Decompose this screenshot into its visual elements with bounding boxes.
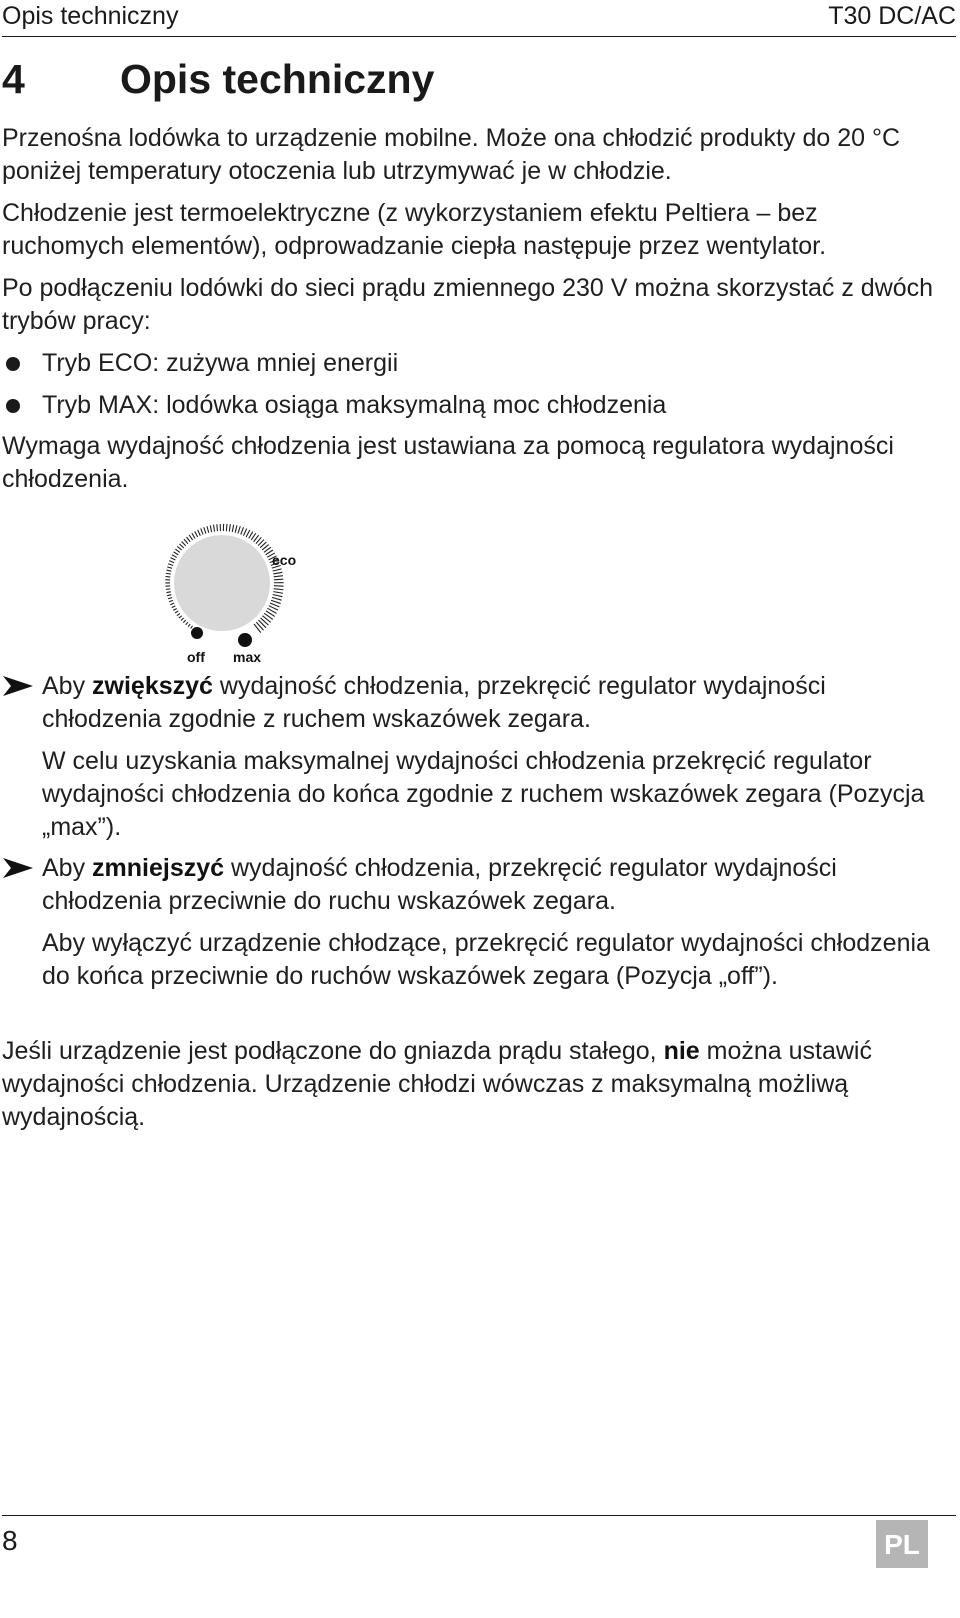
dial-tick (273, 569, 282, 571)
dial-tick (186, 537, 190, 542)
note-max-position: W celu uzyskania maksymalnej wydajności chłodzenia przekręcić regulator wydajności chłodzenia do końca zgodnie z ruchem wskazówek zegara (Pozycja „max”). (42, 747, 925, 841)
dial-tick (246, 530, 250, 537)
dial-tick (175, 611, 178, 613)
paragraph-regulator: Wymaga wydajność chłodzenia jest ustawiana za pomocą regulatora wydajności chłodzenia. (2, 432, 894, 493)
instruction-increase (2, 670, 937, 740)
dial-tick (173, 608, 176, 610)
dial-tick (210, 525, 211, 532)
dial-tick (182, 541, 186, 545)
dial-tick (177, 546, 181, 550)
dial-tick (184, 539, 188, 544)
dial-tick (232, 525, 233, 532)
list-item-eco (2, 347, 937, 380)
instruction-text-part: wydajność chłodzenia, przekręcić regulator wydajności chłodzenia przeciwnie do ruchu wskazówek zegara. (42, 854, 837, 915)
dial-tick (204, 527, 206, 533)
instruction-text (42, 852, 937, 918)
closing-text-part: Jeśli urządzenie jest podłączone do gniazda prądu stałego, (2, 1037, 664, 1065)
chapter-heading (2, 54, 434, 104)
chapter-number: 4 (2, 56, 25, 102)
dial-tick (177, 613, 180, 615)
dial-tick (166, 573, 171, 574)
dial-tick (274, 589, 284, 590)
dial-tick (274, 576, 283, 577)
dial-tick (243, 529, 246, 536)
dial-tick (183, 620, 185, 622)
dial-tick (217, 524, 218, 531)
dial-tick (181, 618, 184, 620)
paragraph-modes: Po podłączeniu lodówki do sieci prądu zmiennego 230 V można skorzystać z dwóch trybów pracy: (2, 274, 934, 335)
instruction-arrow-icon (2, 674, 34, 698)
dial-tick (192, 533, 195, 538)
page-number: 8 (2, 1525, 18, 1556)
list-item-text: Tryb ECO: zużywa mniej energii (42, 349, 399, 377)
dial-tick (167, 567, 172, 568)
paragraph-dc-note (2, 1035, 937, 1134)
instruction-text-part: Aby (42, 672, 93, 700)
instruction-text-part: wydajność chłodzenia, przekręcić regulator wydajności chłodzenia zgodnie z ruchem wskazówek zegara. (42, 672, 826, 733)
paragraph-cooling: Chłodzenie jest termoelektryczne (z wykorzystaniem efektu Peltiera – bez ruchomych elementów), odprowadzanie ciepła następuje przez wentylator. (2, 199, 827, 260)
section-name: Opis techniczny (2, 2, 179, 30)
instruction-emphasis: zmniejszyć (92, 854, 225, 882)
instruction-text-part: Aby (42, 854, 93, 882)
dial-tick (191, 626, 193, 629)
paragraph-intro: Przenośna lodówka to urządzenie mobilne. Może ona chłodzić produkty do 20 °C poniżej temperatury otoczenia lub utrzymywać je w chłodzie. (2, 124, 901, 185)
dial-tick (186, 622, 188, 625)
dial-tick (179, 616, 182, 618)
closing-emphasis: nie (663, 1037, 700, 1065)
dial-tick (172, 555, 177, 558)
dial-tick (229, 524, 230, 531)
instruction-decrease (2, 852, 937, 922)
dial-tick (273, 592, 283, 594)
dial-tick (167, 595, 171, 596)
dial-tick (175, 549, 180, 552)
dial-tick (195, 531, 198, 537)
dial-tick (207, 526, 209, 533)
dial-tick (179, 544, 183, 548)
bullet-icon (6, 357, 20, 371)
dial-tick (174, 552, 179, 555)
footer-divider (2, 1515, 956, 1516)
dial-tick (271, 600, 281, 603)
off-position-dot (191, 627, 203, 639)
max-position-dot (238, 633, 252, 647)
chapter-title: Opis techniczny (120, 56, 435, 102)
dial-tick (166, 576, 171, 577)
dial-tick (249, 532, 253, 539)
dial-label-eco: eco (272, 552, 297, 568)
dial-tick (226, 524, 227, 531)
instruction-arrow-icon (2, 856, 34, 880)
note-off-position: Aby wyłączyć urządzenie chłodzące, przekręcić regulator wydajności chłodzenia do końca przeciwnie do ruchów wskazówek zegara (Pozycja „off”). (42, 929, 930, 990)
instruction-text (42, 670, 937, 736)
closing-text-part: można ustawić wydajności chłodzenia. Urządzenie chłodzi wówczas z maksymalną możliwą wydajnością. (2, 1037, 872, 1131)
dial-tick (270, 603, 279, 607)
dial-tick (168, 598, 172, 599)
dial-tick (273, 595, 283, 597)
dial-label-off: off (187, 649, 205, 665)
bullet-icon (6, 399, 20, 413)
dial-tick (274, 579, 283, 580)
dial-tick (274, 586, 284, 587)
dial-tick (169, 561, 174, 563)
dial-tick (188, 624, 190, 627)
dial-tick (201, 528, 203, 534)
running-header (2, 0, 956, 37)
model-name: T30 DC/AC (828, 2, 956, 30)
dial-tick (166, 592, 170, 593)
dial-tick (214, 525, 215, 532)
dial-tick (189, 535, 193, 540)
dial-tick (171, 558, 176, 560)
dial-tick (273, 572, 282, 574)
dial-tick (235, 525, 237, 532)
dial-tick (172, 606, 176, 608)
dial-tick (166, 589, 170, 590)
dial-tick (168, 564, 173, 566)
dial-knob (174, 535, 270, 631)
instruction-emphasis: zwiększyć (92, 672, 213, 700)
language-badge: PL (876, 1520, 928, 1568)
dial-tick (238, 526, 240, 533)
list-item-max (2, 389, 937, 422)
dial-tick (170, 603, 174, 605)
dial-tick (241, 527, 244, 534)
list-item-text: Tryb MAX: lodówka osiąga maksymalną moc chłodzenia (42, 391, 667, 419)
dial-label-max: max (233, 649, 262, 665)
dial-tick (166, 570, 171, 571)
dial-tick (198, 530, 201, 536)
dial-tick (272, 597, 282, 600)
dial-tick (169, 600, 173, 601)
cooling-regulator-dial (150, 508, 315, 668)
